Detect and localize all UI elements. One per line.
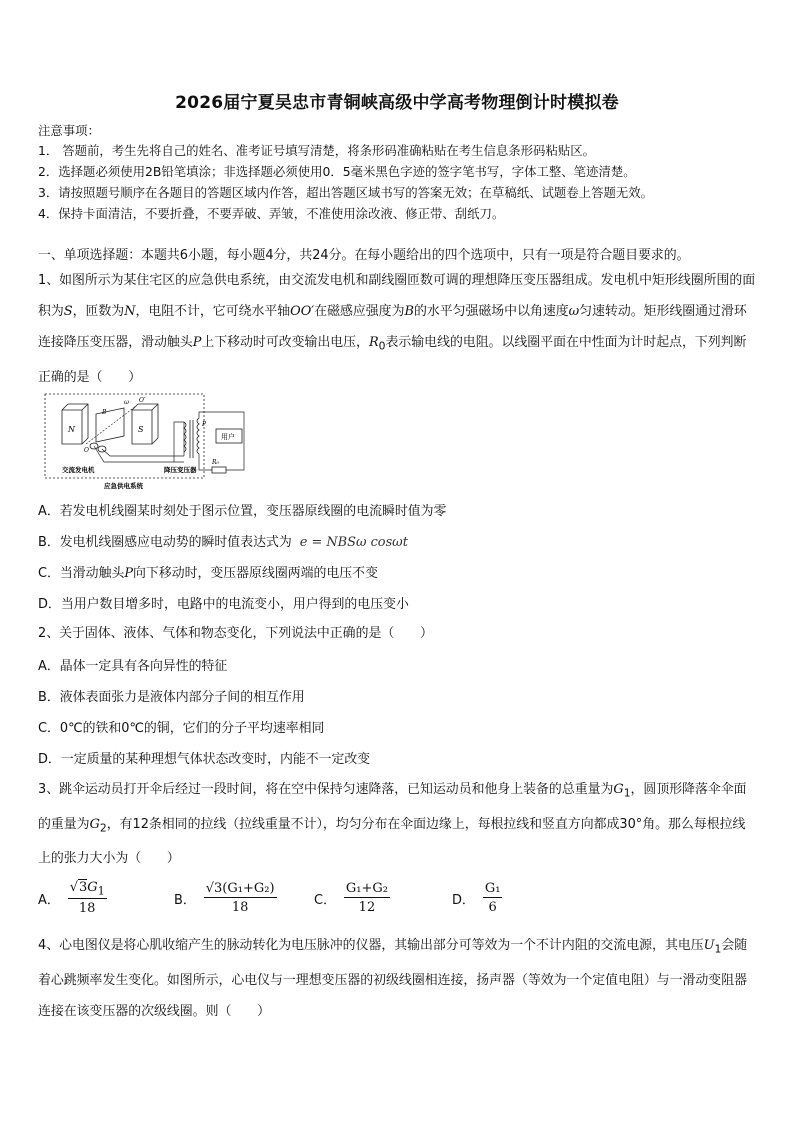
fig-label-b: B (102, 409, 107, 416)
fraction-d: $\frac{\text{G₁}}{6}$ (484, 881, 501, 915)
fig-caption-transformer: 降压变压器 (164, 466, 197, 474)
question-3-options (38, 874, 758, 922)
emf-formula: e = NBSω cosωt (299, 535, 408, 550)
question-1-stem: 1、如图所示为某住宅区的应急供电系统，由交流发电机和副线圈匝数可调的理想降压变压器组成。发电机中矩形线圈所围的面积为S，匝数为N，电阻不计，它可绕水平轴OO′在磁感应强度为B的水平匀强磁场中以角速度ω匀速转动。矩形线圈通过滑环连接降压变压器，滑动触头P上下移动时可改变输出电压，$R_0$表示输电线的电阻。以线圈平面在中性面为计时起点，下列判断正确的是（ ） (38, 273, 756, 385)
question-3-option-d: D． $\frac{\text{G₁}}{6}$ (452, 881, 501, 915)
note-item-4: 4．保持卡面清洁，不要折叠，不要弄破、弄皱，不准使用涂改液、修正带、刮纸刀。 (38, 206, 505, 221)
question-4-stem: 4、心电图仪是将心肌收缩产生的脉动转化为电压脉冲的仪器，其输出部分可等效为一个不计内阻的交流电源，其电压$U_1$会随着心跳频率发生变化。如图所示，心电仪与一理想变压器的初级线圈相连接，扬声器（等效为一个定值电阻）与一滑动变阻器连接在该变压器的次级线圈。则（ ） (38, 938, 748, 1019)
fraction-b: $\frac{\text{√3(G₁+G₂)}}{18}$ (205, 881, 275, 915)
question-1-option-c: C．当滑动触头P向下移动时，变压器原线圈两端的电压不变 (38, 566, 378, 581)
power-system-diagram (44, 392, 256, 492)
note-item-2: 2．选择题必须使用2B铅笔填涂；非选择题必须使用0．5毫米黑色字迹的签字笔书写，字体工整、笔迹清楚。 (38, 164, 636, 179)
page-title: 2026届宁夏吴忠市青铜峡高级中学高考物理倒计时模拟卷 (175, 93, 619, 113)
question-2-stem: 2、关于固体、液体、气体和物态变化，下列说法中正确的是（ ） (38, 626, 433, 641)
fig-label-o-prime: O′ (139, 397, 146, 404)
fraction-a: $\frac{√3G_1}{18}$ (69, 879, 105, 917)
question-1-option-a: A．若发电机线圈某时刻处于图示位置，变压器原线圈的电流瞬时值为零 (38, 504, 447, 519)
question-3-option-b: B． $\frac{\text{√3(G₁+G₂)}}{18}$ (174, 881, 275, 915)
question-3-option-c: C． $\frac{\text{G₁+G₂}}{12}$ (314, 881, 388, 915)
section-heading: 一、单项选择题：本题共6小题，每小题4分，共24分。在每小题给出的四个选项中，只有一项是符合题目要求的。 (38, 248, 690, 263)
note-item-1: 1． 答题前，考生先将自己的姓名、准考证号填写清楚，将条形码准确粘贴在考生信息条形码粘贴区。 (38, 143, 596, 158)
question-1-option-b: B．发电机线圈感应电动势的瞬时值表达式为 e = NBSω cosωt (38, 535, 408, 550)
fig-label-p: P (202, 421, 207, 428)
question-2-option-d: D．一定质量的某种理想气体状态改变时，内能不一定改变 (38, 752, 371, 767)
notes-heading: 注意事项： (38, 123, 100, 138)
question-2-option-c: C．0℃的铁和0℃的铜，它们的分子平均速率相同 (38, 721, 325, 736)
fig-label-user: 用户 (221, 433, 235, 441)
question-3-option-a: A． $\frac{√3G_1}{18}$ (38, 879, 105, 917)
question-2-option-b: B．液体表面张力是液体内部分子间的相互作用 (38, 690, 305, 705)
fig-label-r0: R₀ (212, 459, 219, 466)
fig-caption-generator: 交流发电机 (62, 466, 95, 474)
fraction-c: $\frac{\text{G₁+G₂}}{12}$ (345, 881, 388, 915)
fig-label-n: N (68, 425, 75, 434)
question-2-option-a: A．晶体一定具有各向异性的特征 (38, 659, 228, 674)
fig-label-omega: ω (124, 399, 129, 406)
note-item-3: 3．请按照题号顺序在各题目的答题区域内作答，超出答题区域书写的答案无效；在草稿纸、试题卷上答题无效。 (38, 185, 654, 200)
fig-label-s: S (138, 425, 144, 434)
question-1-option-d: D．当用户数目增多时，电路中的电流变小，用户得到的电压变小 (38, 597, 409, 612)
fig-caption-system: 应急供电系统 (104, 482, 143, 490)
fig-label-o: O (84, 447, 89, 454)
question-3-stem: 3、跳伞运动员打开伞后经过一段时间，将在空中保持匀速降落，已知运动员和他身上装备的总重量为$G_1$，圆顶形降落伞伞面的重量为$G_2$，有12条相同的拉线（拉线重量不计），均匀分布在伞面边缘上，每根拉线和竖直方向都成30°角。那么每根拉线上的张力大小为（ ） (38, 782, 747, 867)
